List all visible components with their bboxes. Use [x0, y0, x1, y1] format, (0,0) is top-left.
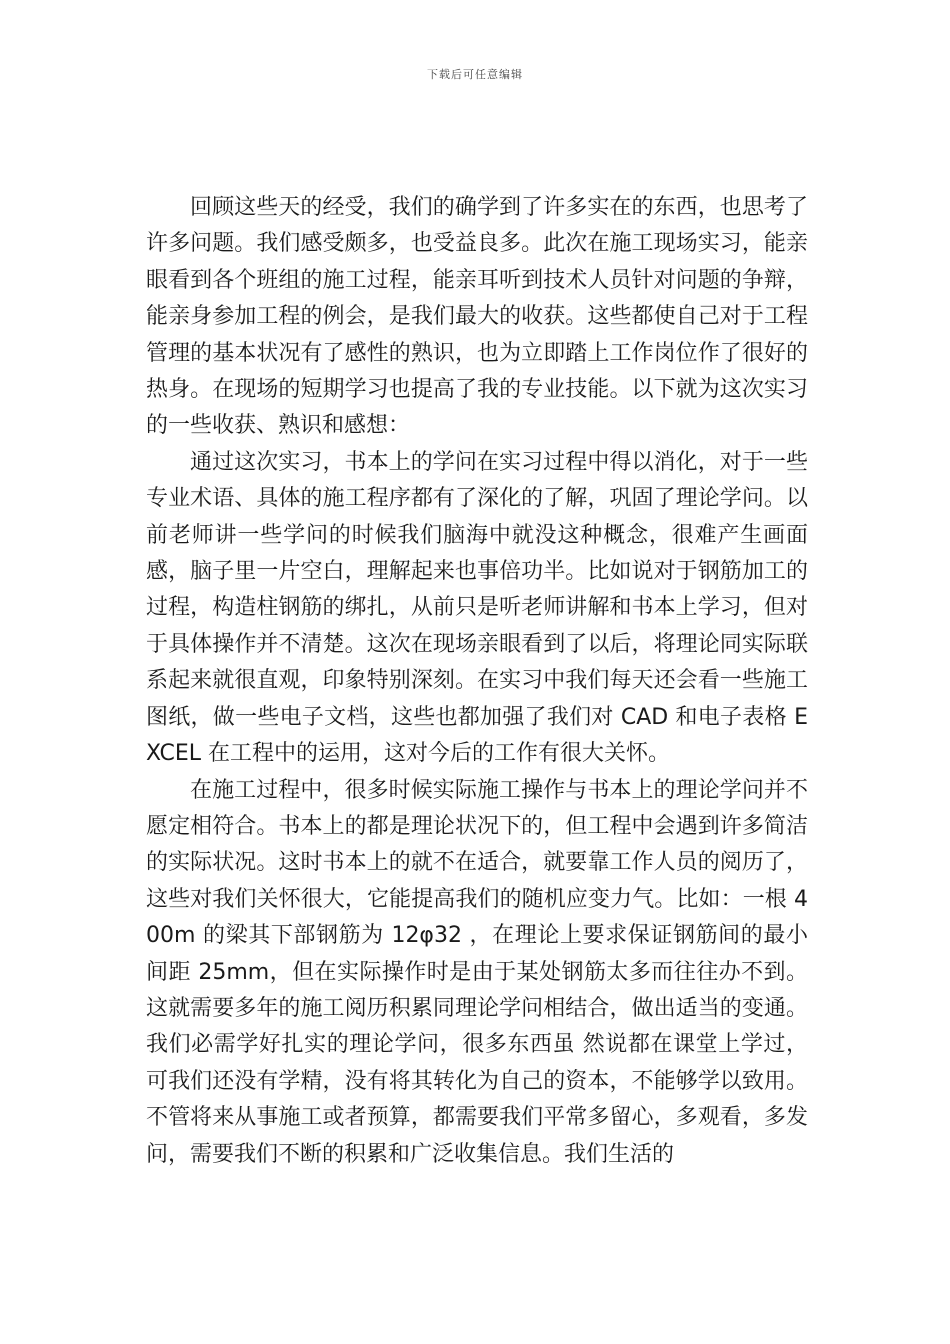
- paragraph-2: 通过这次实习，书本上的学问在实习过程中得以消化，对于一些专业术语、具体的施工程序都有了深化的了解，巩固了理论学问。以前老师讲一些学问的时候我们脑海中就没这种概念，很难产生画面感，脑子里一片空白，理解起来也事倍功半。比如说对于钢筋加工的过程，构造柱钢筋的绑扎，从前只是听老师讲解和书本上学习，但对于具体操作并不清楚。这次在现场亲眼看到了以后，将理论同实际联系起来就很直观，印象特别深刻。在实习中我们每天还会看一些施工图纸，做一些电子文档，这些也都加强了我们对 CAD 和电子表格 EXCEL 在工程中的运用，这对今后的工作有很大关怀。: [146, 449, 808, 767]
- paragraph-3: 在施工过程中，很多时候实际施工操作与书本上的理论学问并不愿定相符合。书本上的都是理论状况下的，但工程中会遇到许多简洁的实际状况。这时书本上的就不在适合，就要靠工作人员的阅历了，这些对我们关怀很大，它能提高我们的随机应变力气。比如：一根 400m 的梁其下部钢筋为 12φ32 ，在理论上要求保证钢筋间的最小间距 25mm，但在实际操作时是由于某处钢筋太多而往往办不到。这就需要多年的施工阅历积累同理论学问相结合，做出适当的变通。我们必需学好扎实的理论学问，很多东西虽 然说都在课堂上学过，可我们还没有学精，没有将其转化为自己的资本，不能够学以致用。不管将来从事施工或者预算，都需要我们平常多留心，多观看，多发问，需要我们不断的积累和广泛收集信息。我们生活的: [146, 777, 808, 1167]
- paragraph-1: 回顾这些天的经受，我们的确学到了许多实在的东西，也思考了许多问题。我们感受颇多，也受益良多。此次在施工现场实习，能亲眼看到各个班组的施工过程，能亲耳听到技术人员针对问题的争辩，能亲身参加工程的例会，是我们最大的收获。这些都使自己对于工程管理的基本状况有了感性的熟识，也为立即踏上工作岗位作了很好的热身。在现场的短期学习也提高了我的专业技能。以下就为这次实习的一些收获、熟识和感想：: [146, 195, 808, 439]
- document-body: [146, 190, 808, 1173]
- page-header: 下载后可任意编辑: [427, 68, 523, 81]
